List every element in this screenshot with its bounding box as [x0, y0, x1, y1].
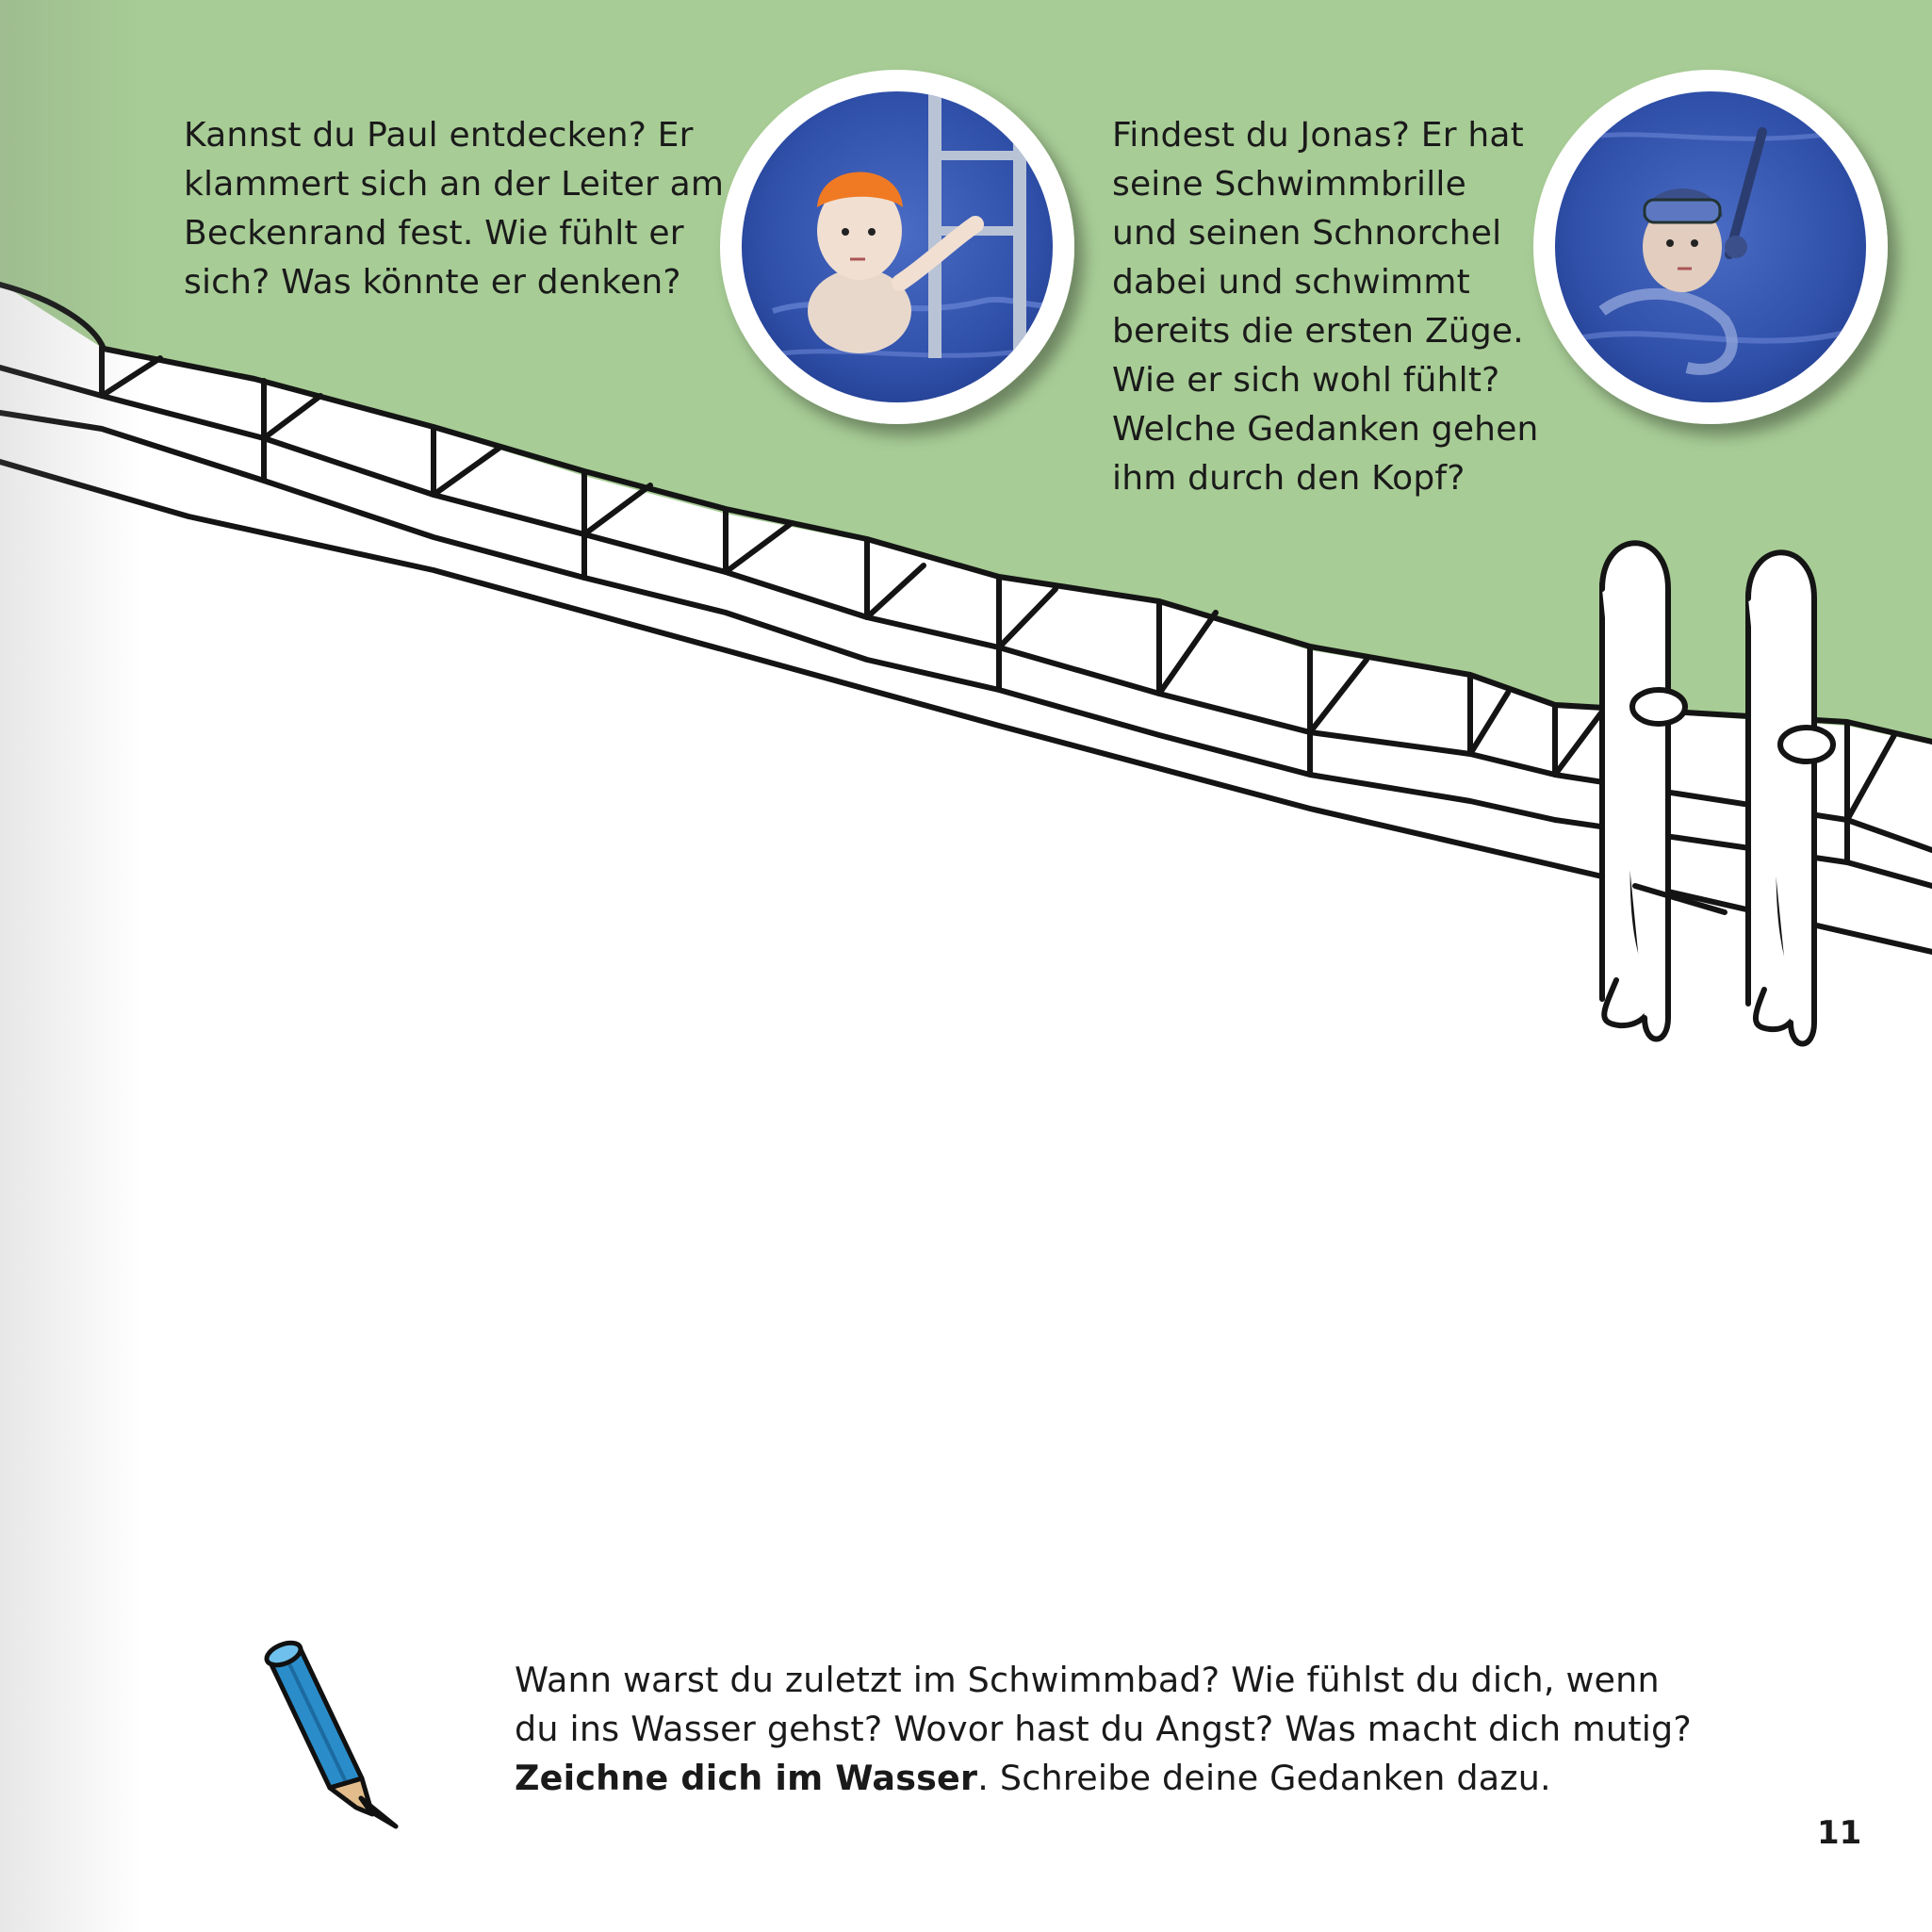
jonas-line: bereits die ersten Züge. [1112, 312, 1524, 351]
pencil-icon [264, 1639, 396, 1826]
task-line-1: Wann warst du zuletzt im Schwimmbad? Wie fühlst du dich, wenn [515, 1660, 1660, 1700]
jonas-line: dabei und schwimmt [1112, 263, 1470, 302]
paul-line: Beckenrand fest. Wie fühlt er [184, 214, 684, 253]
task-bold-instruction: Zeichne dich im Wasser [515, 1758, 978, 1798]
jonas-line: ihm durch den Kopf? [1112, 459, 1465, 498]
paul-line: klammert sich an der Leiter am [184, 165, 725, 204]
paul-line: sich? Was könnte er denken? [184, 263, 681, 302]
jonas-line: seine Schwimmbrille [1112, 165, 1466, 204]
jonas-line: Wie er sich wohl fühlt? [1112, 361, 1500, 400]
jonas-line: Findest du Jonas? Er hat [1112, 116, 1524, 155]
paul-line: Kannst du Paul entdecken? Er [184, 116, 694, 155]
task-line-2: du ins Wasser gehst? Wovor hast du Angst? Was macht dich mutig? [515, 1709, 1692, 1749]
page-number: 11 [1817, 1814, 1862, 1852]
jonas-question-text [1112, 111, 1539, 503]
jonas-line: Welche Gedanken gehen [1112, 410, 1539, 449]
task-rest: . Schreibe deine Gedanken dazu. [977, 1758, 1551, 1798]
paul-question-text [184, 111, 724, 307]
jonas-line: und seinen Schnorchel [1112, 214, 1502, 253]
drawing-task-text [515, 1656, 1692, 1803]
task-line-3 [515, 1754, 1692, 1803]
